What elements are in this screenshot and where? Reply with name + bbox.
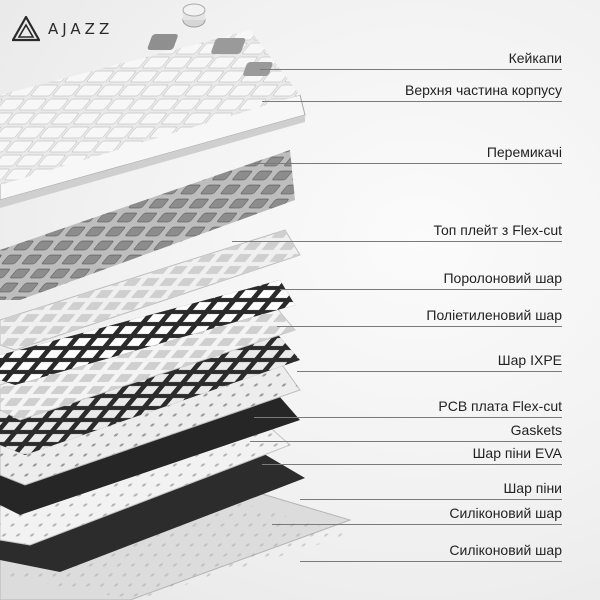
layer-label-keycaps xyxy=(260,48,562,70)
layer-label-text: Шар IXPE xyxy=(497,352,562,368)
layer-label-gaskets xyxy=(250,420,562,442)
leader-line xyxy=(260,69,562,70)
leader-line xyxy=(262,464,562,465)
brand-name: AJAZZ xyxy=(48,20,114,38)
layer-label-top-plate xyxy=(232,220,562,242)
leader-line xyxy=(254,417,562,418)
layer-label-text: Силіконовий шар xyxy=(449,542,562,558)
leader-line xyxy=(262,101,562,102)
layer-label-switches xyxy=(254,142,562,164)
leader-line xyxy=(297,371,562,372)
leader-line xyxy=(300,499,562,500)
layer-label-ixpe xyxy=(297,350,562,372)
leader-line xyxy=(300,561,562,562)
layer-label-polyethylene xyxy=(277,305,562,327)
layer-label-silicone xyxy=(272,503,562,525)
ajazz-logo-icon xyxy=(12,16,40,42)
layer-label-pcb xyxy=(254,396,562,418)
layer-label-text: Gaskets xyxy=(510,422,562,438)
layer-label-eva xyxy=(262,443,562,465)
brand-logo xyxy=(12,16,113,42)
layer-label-silicone-2 xyxy=(300,540,562,562)
layer-label-foam xyxy=(280,268,562,290)
layer-label-text: Кейкапи xyxy=(508,50,562,66)
layer-label-text: Шар піни xyxy=(503,480,562,496)
leader-line xyxy=(254,163,562,164)
layer-label-text: Перемикачі xyxy=(486,144,562,160)
layer-label-text: PCB плата Flex-cut xyxy=(438,398,562,414)
layer-label-foam-2 xyxy=(300,478,562,500)
layer-label-text: Поролоновий шар xyxy=(443,270,562,286)
layer-label-text: Силіконовий шар xyxy=(449,505,562,521)
layer-label-text: Топ плейт з Flex-cut xyxy=(433,222,562,238)
leader-line xyxy=(277,326,562,327)
layer-label-text: Поліетиленовий шар xyxy=(426,307,562,323)
leader-line xyxy=(272,524,562,525)
layer-label-top-case xyxy=(262,80,562,102)
leader-line xyxy=(250,441,562,442)
layer-label-text: Шар піни EVA xyxy=(472,445,562,461)
leader-line xyxy=(232,241,562,242)
leader-line xyxy=(280,289,562,290)
layer-label-text: Верхня частина корпусу xyxy=(405,82,562,98)
